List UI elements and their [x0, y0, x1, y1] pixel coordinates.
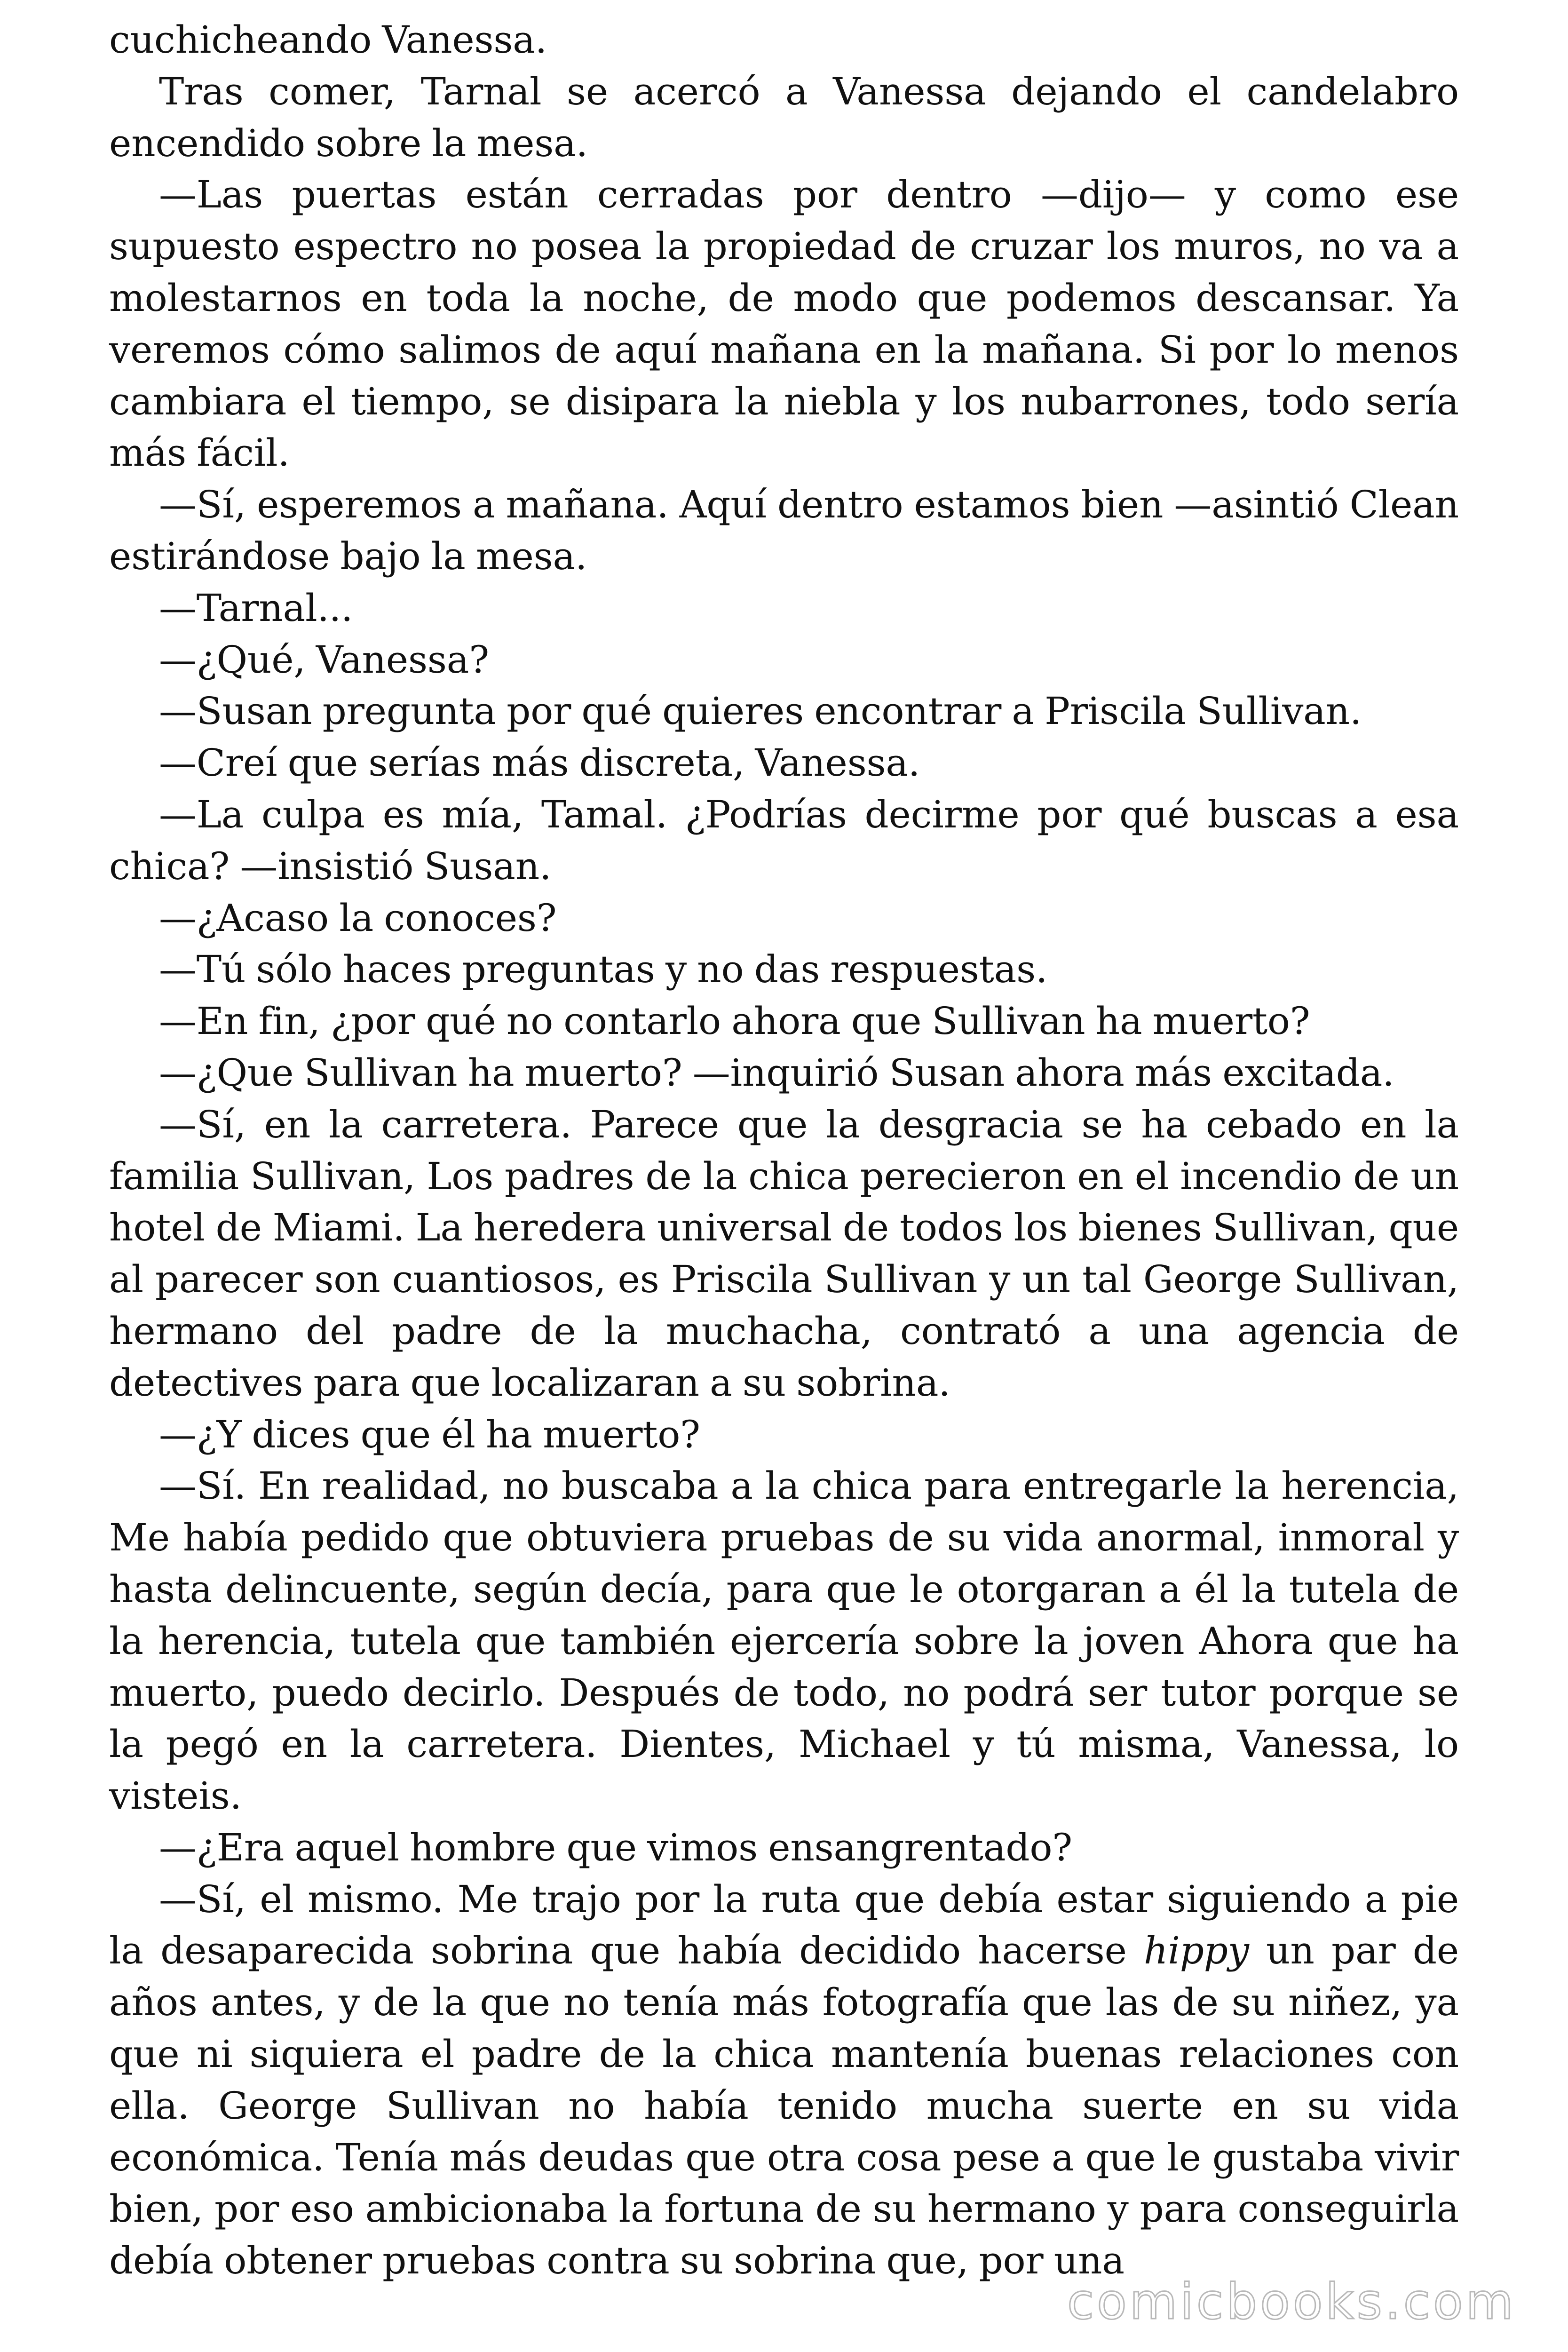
paragraph: —Las puertas están cerradas por dentro —dijo— y como ese supuesto espectro no posea la propiedad de cruzar los muros, no va a molestarnos en toda la noche, de modo que podemos descansar. Ya veremos cómo salimos de aquí mañana en la mañana. Si por lo menos cambiara el tiempo, se disipara la niebla y los nubarrones, todo sería más fácil.	[109, 173, 1459, 475]
body-text	[109, 14, 1459, 2287]
paragraph: —En fin, ¿por qué no contarlo ahora que Sullivan ha muerto?	[159, 999, 1310, 1043]
watermark: comicbooks.com	[1067, 2273, 1516, 2330]
italic-word: hippy	[1144, 1929, 1249, 1973]
paragraph-last	[109, 1874, 1459, 2287]
paragraph: —¿Era aquel hombre que vimos ensangrentado?	[159, 1825, 1072, 1869]
paragraph: —¿Que Sullivan ha muerto? —inquirió Susan ahora más excitada.	[159, 1050, 1394, 1095]
paragraph: —Susan pregunta por qué quieres encontrar a Priscila Sullivan.	[159, 689, 1362, 733]
text-run: un par de años antes, y de la que no tenía más fotografía que las de su niñez, ya que ni siquiera el padre de la chica mantenía buenas relaciones con ella. George Sullivan no había tenido mucha suerte en su vida económica. Tenía más deudas que otra cosa pese a que le gustaba vivir bien, por eso ambicionaba la fortuna de su hermano y para conseguirla debía obtener pruebas contra su sobrina que, por una	[109, 1929, 1459, 2283]
paragraph: Tras comer, Tarnal se acercó a Vanessa dejando el candelabro encendido sobre la mesa.	[109, 69, 1459, 165]
paragraph: —Tarnal...	[159, 586, 353, 630]
paragraph: —La culpa es mía, Tamal. ¿Podrías decirme por qué buscas a esa chica? —insistió Susan.	[109, 792, 1459, 888]
paragraph: —Sí, esperemos a mañana. Aquí dentro estamos bien —asintió Clean estirándose bajo la mesa.	[109, 483, 1459, 578]
paragraph-continuation: cuchicheando Vanessa.	[109, 18, 547, 62]
paragraph: —Sí. En realidad, no buscaba a la chica para entregarle la herencia, Me había pedido que obtuviera pruebas de su vida anormal, inmoral y hasta delincuente, según decía, para que le otorgaran a él la tutela de la herencia, tutela que también ejercería sobre la joven Ahora que ha muerto, puedo decirlo. Después de todo, no podrá ser tutor porque se la pegó en la carretera. Dientes, Michael y tú misma, Vanessa, lo visteis.	[109, 1464, 1459, 1818]
text-run: —Sí, el mismo. Me trajo por la ruta que debía estar siguiendo a pie la desaparecida sobrina que había decidido hacerse	[109, 1877, 1459, 1973]
paragraph: —¿Y dices que él ha muerto?	[159, 1412, 700, 1456]
paragraph: —Tú sólo haces preguntas y no das respuestas.	[159, 947, 1048, 992]
paragraph: —Sí, en la carretera. Parece que la desgracia se ha cebado en la familia Sullivan, Los padres de la chica perecieron en el incendio de un hotel de Miami. La heredera universal de todos los bienes Sullivan, que al parecer son cuantiosos, es Priscila Sullivan y un tal George Sullivan, hermano del padre de la muchacha, contrató a una agencia de detectives para que localizaran a su sobrina.	[109, 1102, 1459, 1405]
paragraph: —¿Qué, Vanessa?	[159, 637, 489, 682]
paragraph: —¿Acaso la conoces?	[159, 896, 557, 940]
paragraph: —Creí que serías más discreta, Vanessa.	[159, 741, 920, 785]
